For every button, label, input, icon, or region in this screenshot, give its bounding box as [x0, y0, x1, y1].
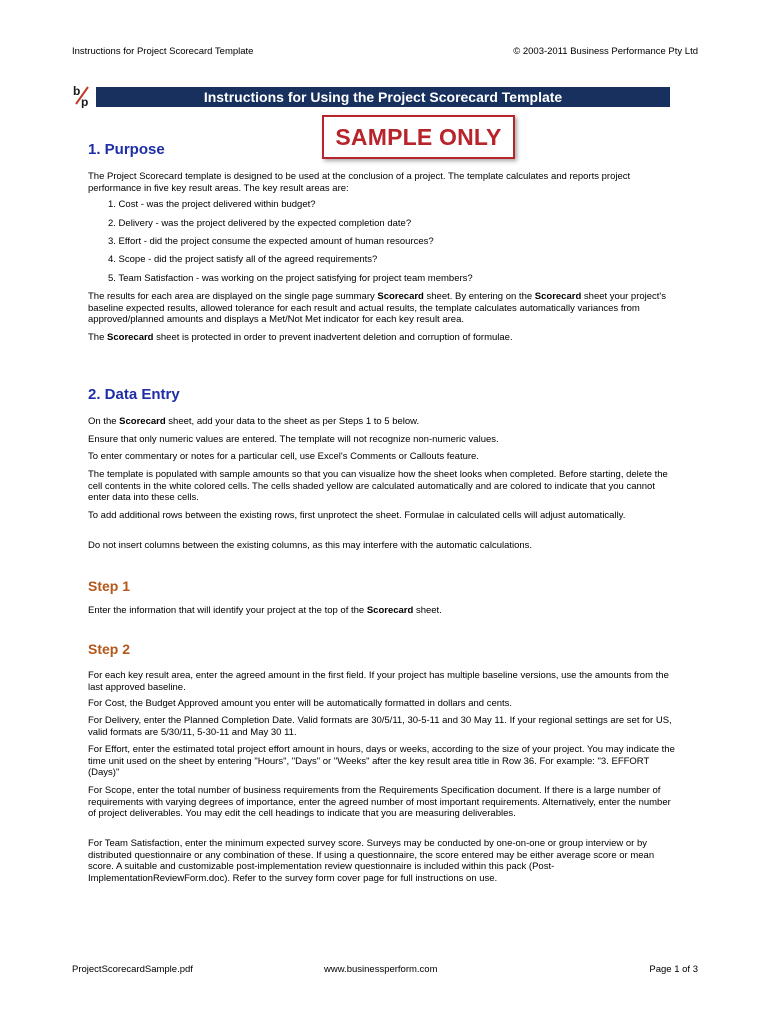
- bp-logo-icon: [72, 84, 92, 108]
- data-entry-heading: 2. Data Entry: [88, 386, 180, 403]
- step2-paragraph: For Team Satisfaction, enter the minimum expected survey score. Surveys may be conducted by one-on-one or group interview or by distributed questionnaire or any combination of these. If using a questionnaire, the score entered may be either average score or mean score. A suitable and customizable post-implementation review questionnaire is included within this pack (Post-ImplementationReviewForm.doc). Refer to the survey form cover page for full instructions on use.: [88, 838, 655, 884]
- purpose-heading: 1. Purpose: [88, 141, 165, 158]
- svg-text:b: b: [73, 84, 81, 98]
- list-item: 4. Scope - did the project satisfy all of the agreed requirements?: [108, 254, 378, 265]
- list-item: 5. Team Satisfaction - was working on the project satisfying for project team members?: [108, 273, 473, 284]
- company-logo: [72, 84, 92, 108]
- list-item: 1. Cost - was the project delivered within budget?: [108, 199, 316, 210]
- step2-paragraph: For Effort, enter the estimated total project effort amount in hours, days or weeks, according to the size of your project. You may indicate the time unit used on the sheet by entering "Hours", "Days" or "Weeks" after the key result area title in Row 36. For example: "3. EFFORT (Days)": [88, 744, 675, 778]
- purpose-results-paragraph: The results for each area are displayed on the single page summary Scorecard sheet. By entering on the Scorecard sheet your project's baseline expected results, allowed tolerance for each result and actual results, the template calculates automatically variances from approved/planned amounts and displays a Met/Not Met indicator for each key result area.: [88, 291, 666, 325]
- page-header-copyright: © 2003-2011 Business Performance Pty Ltd: [513, 46, 698, 57]
- data-entry-paragraph: To add additional rows between the existing rows, first unprotect the sheet. Formulae in calculated cells will adjust automatically.: [88, 510, 626, 521]
- data-entry-paragraph: Do not insert columns between the existing columns, as this may interfere with the automatic calculations.: [88, 540, 533, 551]
- purpose-protected-paragraph: The Scorecard sheet is protected in order to prevent inadvertent deletion and corruption of formulae.: [88, 332, 513, 343]
- data-entry-paragraph: On the Scorecard sheet, add your data to the sheet as per Steps 1 to 5 below.: [88, 416, 420, 427]
- document-title-bar: Instructions for Using the Project Scorecard Template: [96, 87, 670, 107]
- purpose-intro: The Project Scorecard template is designed to be used at the conclusion of a project. The template calculates and reports project performance in five key result areas. The key result areas are:: [88, 171, 631, 194]
- footer-page-number: Page 1 of 3: [649, 964, 698, 975]
- data-entry-paragraph: The template is populated with sample amounts so that you can visualize how the sheet looks when completed. Before starting, delete the cell contents in the white colored cells. The cells shaded yellow are calculated automatically and are colored to indicate that you cannot enter data into these cells.: [88, 469, 668, 503]
- step2-paragraph: For Scope, enter the total number of business requirements from the Requirements Specification document. If there is a large number of requirements with varying degrees of importance, enter the agreed number of most important requirements. Alternatively, enter the number of project deliverables. You may edit the cell headings to indicate that you are measuring deliverables.: [88, 785, 671, 819]
- data-entry-paragraph: To enter commentary or notes for a particular cell, use Excel's Comments or Callouts feature.: [88, 451, 479, 462]
- step2-paragraph: For Delivery, enter the Planned Completion Date. Valid formats are 30/5/11, 30-5-11 and 30 May 11. If your regional settings are set for US, valid formats are 5/30/11, 5-30-11 and May 30 11.: [88, 715, 672, 738]
- step2-paragraph: For each key result area, enter the agreed amount in the first field. If your project has multiple baseline versions, use the amounts from the last approved baseline.: [88, 670, 669, 693]
- step1-paragraph: Enter the information that will identify your project at the top of the Scorecard sheet.: [88, 605, 442, 616]
- svg-text:p: p: [81, 95, 89, 108]
- step1-heading: Step 1: [88, 578, 131, 594]
- sample-only-stamp: SAMPLE ONLY: [322, 115, 515, 159]
- step2-paragraph: For Cost, the Budget Approved amount you enter will be automatically formatted in dollars and cents.: [88, 698, 513, 709]
- page-header-left: Instructions for Project Scorecard Template: [72, 46, 254, 57]
- footer-filename: ProjectScorecardSample.pdf: [72, 964, 193, 975]
- list-item: 3. Effort - did the project consume the expected amount of human resources?: [108, 236, 434, 247]
- list-item: 2. Delivery - was the project delivered by the expected completion date?: [108, 218, 412, 229]
- footer-website: www.businessperform.com: [324, 964, 438, 975]
- step2-heading: Step 2: [88, 641, 131, 657]
- data-entry-paragraph: Ensure that only numeric values are entered. The template will not recognize non-numeric values.: [88, 434, 499, 445]
